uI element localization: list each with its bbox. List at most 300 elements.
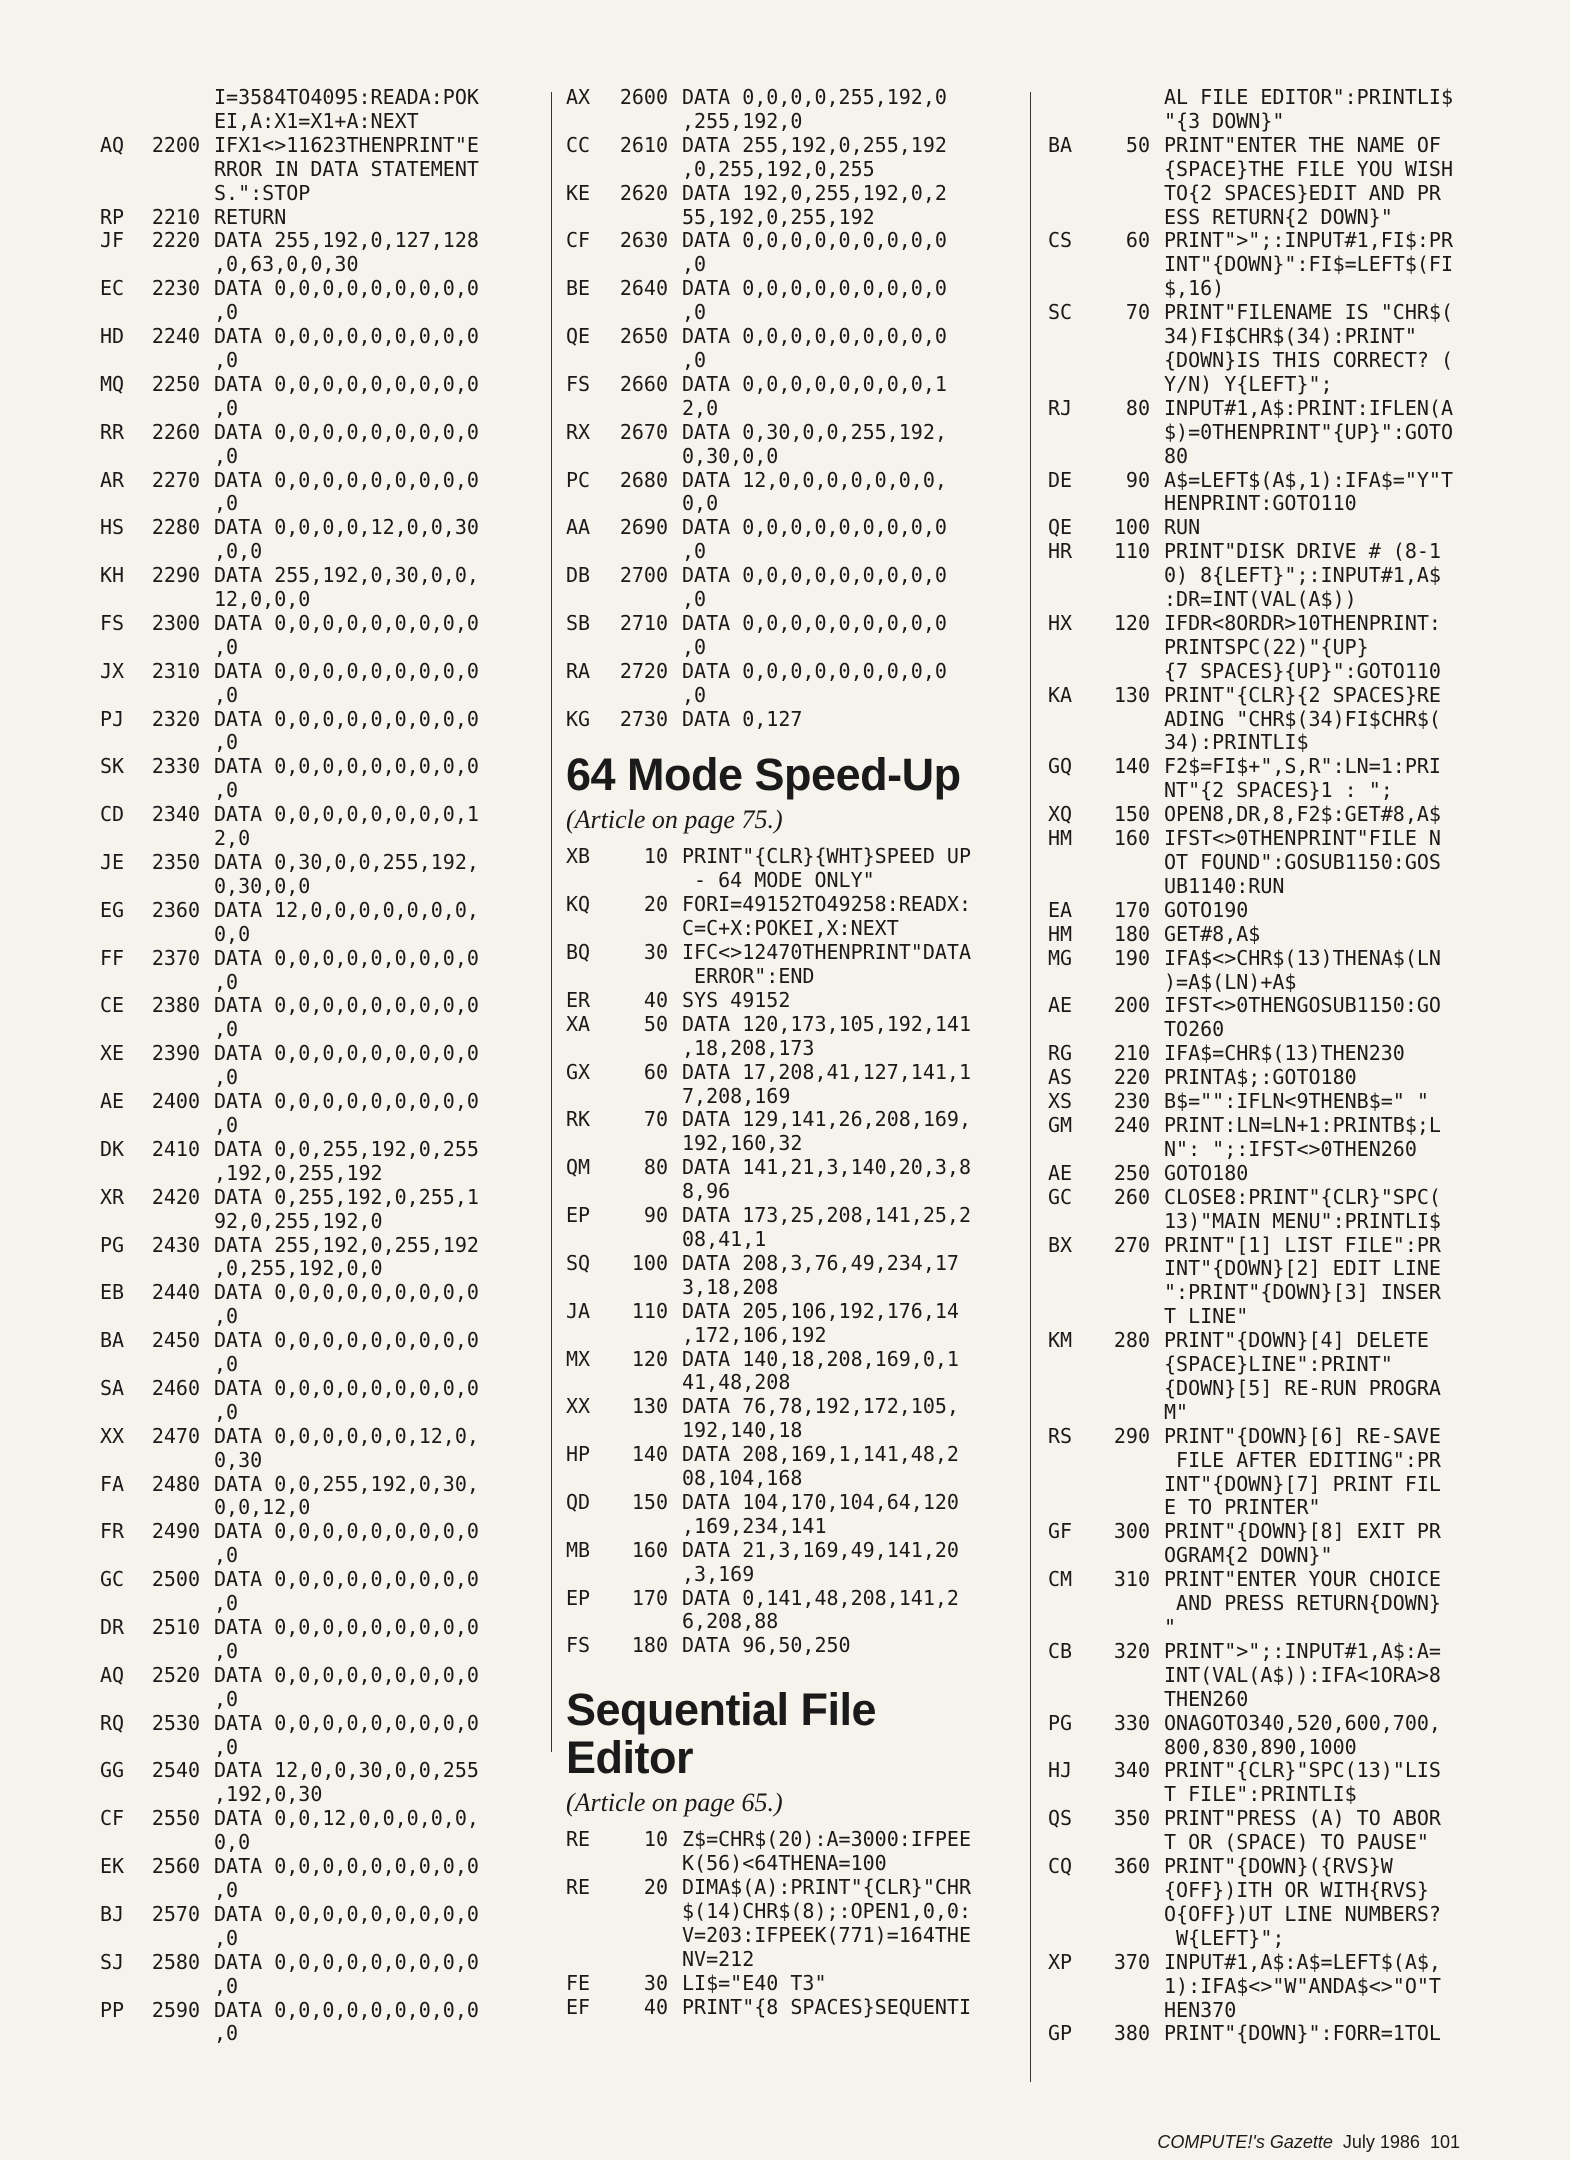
code-text: ,0 [682,252,707,277]
listing-line [1048,1664,1478,1688]
listing-line [1048,1975,1478,1999]
code-text: INPUT#1,A$:PRINT:IFLEN(A [1164,395,1453,420]
checksum-label: HM [1048,826,1073,851]
listing-line [1048,1616,1478,1640]
line-number [606,397,682,421]
checksum-label: DK [100,1136,125,1161]
checksum-label [100,1975,140,1999]
listing-line [100,2022,540,2046]
checksum-label: RK [566,1107,591,1132]
code-text: GOTO190 [1164,897,1249,922]
line-number: 2330 [151,754,200,779]
checksum-label: QM [566,1155,591,1180]
code-text: {OFF})ITH OR WITH{RVS} [1164,1877,1429,1902]
checksum-label: DB [566,563,591,588]
line-number: 2510 [151,1615,200,1639]
code-text: DATA 12,0,0,30,0,0,255 [214,1758,479,1783]
checksum-label [566,684,606,708]
line-number [606,1228,682,1252]
listing-line [100,397,540,421]
line-number [606,1515,682,1539]
checksum-label [566,965,606,989]
code-text: DATA 0,30,0,0,255,192, [682,419,947,444]
listing-line [100,110,540,134]
checksum-label [1048,588,1088,612]
listing-line [100,158,540,182]
checksum-label [100,731,140,755]
code-text: DATA 104,170,104,64,120 [682,1489,959,1514]
listing-line [100,1425,540,1449]
code-text: DATA 0,0,0,0,0,0,0,0,0 [214,754,479,779]
checksum-label [1048,1999,1088,2023]
line-number: 2250 [151,371,200,396]
checksum-label: MX [566,1346,591,1371]
checksum-label: PP [100,1997,125,2022]
listing-line [566,86,1016,110]
code-text: {7 SPACES}{UP}":GOTO110 [1164,658,1441,683]
code-text: ,0 [214,1065,239,1090]
checksum-label [1048,708,1088,732]
listing-col2-top [566,86,1016,731]
listing-line [100,755,540,779]
listing-line [1048,373,1478,397]
checksum-label: RQ [100,1710,125,1735]
code-text: OPEN8,DR,8,F2$:GET#8,A$ [1164,802,1441,827]
checksum-label [566,1948,606,1972]
checksum-label: AS [1048,1065,1073,1090]
listing-line [566,1948,1016,1972]
line-number [140,971,214,995]
line-number: 10 [643,844,668,869]
line-number [1088,1377,1164,1401]
code-text: 13)"MAIN MENU":PRINTLI$ [1164,1208,1441,1233]
line-number: 180 [631,1633,668,1658]
code-text: DATA 0,0,0,0,0,0,0,0,0 [214,467,479,492]
listing-line [100,1377,540,1401]
listing-line [1048,1496,1478,1520]
checksum-label: KA [1048,682,1073,707]
listing-line [1048,923,1478,947]
line-number: 2310 [151,658,200,683]
line-number [1088,1616,1164,1640]
listing-line [566,373,1016,397]
code-text: INT(VAL(A$)):IFA<1ORA>8 [1164,1662,1441,1687]
checksum-label [566,1324,606,1348]
code-text: ,3,169 [682,1561,755,1586]
checksum-label [100,253,140,277]
checksum-label: AQ [100,1662,125,1687]
checksum-label [1048,110,1088,134]
checksum-label: SB [566,610,591,635]
line-number: 160 [1113,826,1150,851]
code-text: V=203:IFPEEK(771)=164THE [682,1922,971,1947]
checksum-label [100,1688,140,1712]
code-text: PRINT"{DOWN}[4] DELETE [1164,1328,1429,1353]
checksum-label [100,540,140,564]
listing-line [566,1348,1016,1372]
code-text: 0,0 [682,491,719,516]
page-footer [1157,2132,1460,2153]
listing-line [566,1563,1016,1587]
code-text: ,0,255,192,0,0 [214,1256,383,1281]
listing-line [566,182,1016,206]
code-text: PRINT"{CLR}{WHT}SPEED UP [682,844,971,869]
code-text: DATA 0,0,0,0,255,192,0 [682,85,947,109]
listing-line [1048,947,1478,971]
listing-line [100,1568,540,1592]
listing-line [100,1640,540,1664]
line-number [606,1419,682,1443]
listing-line [1048,851,1478,875]
checksum-label [566,1467,606,1491]
listing-line [1048,875,1478,899]
line-number [1088,1783,1164,1807]
line-number: 180 [1113,921,1150,946]
column-3 [1048,86,1478,2046]
line-number: 2590 [151,1997,200,2022]
listing-line [1048,1712,1478,1736]
checksum-label [100,827,140,851]
listing-line [100,206,540,230]
checksum-label [566,1419,606,1443]
listing-line [1048,1090,1478,1114]
code-text: PRINT"DISK DRIVE # (8-1 [1164,539,1441,564]
code-text: 0,30,0,0 [682,443,779,468]
line-number [606,1852,682,1876]
listing-line [100,1616,540,1640]
line-number [1088,1664,1164,1688]
checksum-label [100,1401,140,1425]
line-number [606,1924,682,1948]
line-number [1088,182,1164,206]
line-number: 140 [1113,754,1150,779]
line-number [1088,1831,1164,1855]
line-number: 200 [1113,993,1150,1018]
line-number: 300 [1113,1519,1150,1544]
listing-line [100,1975,540,1999]
line-number [606,445,682,469]
line-number [606,917,682,941]
continued-listing [100,86,540,110]
listing-line [100,684,540,708]
code-text: 0,30 [214,1447,263,1472]
line-number: 10 [643,1827,668,1852]
checksum-label [566,540,606,564]
listing-line [100,923,540,947]
line-number [1088,86,1164,110]
line-number [140,731,214,755]
listing-line [566,1419,1016,1443]
listing-line [566,1634,1016,1658]
listing-line [1048,779,1478,803]
code-text: DATA 0,0,0,0,0,0,0,0,0 [682,276,947,301]
line-number [606,1132,682,1156]
code-text: DATA 0,30,0,0,255,192, [214,850,479,874]
listing-line [566,349,1016,373]
line-number: 120 [1113,610,1150,635]
checksum-label: EC [100,276,125,301]
listing-line [566,1037,1016,1061]
line-number: 2280 [151,515,200,540]
code-text: " [1164,1615,1177,1639]
code-text: EI,A:X1=X1+A:NEXT [214,108,419,133]
listing-line [566,1371,1016,1395]
code-text: 2,0 [682,395,719,420]
listing-line [100,660,540,684]
code-text: ,0 [214,300,239,325]
line-number: 50 [643,1011,668,1036]
code-text: DATA 17,208,41,127,141,1 [682,1059,971,1084]
listing-line [566,845,1016,869]
line-number [1088,277,1164,301]
line-number: 30 [643,1970,668,1995]
line-number: 50 [1125,132,1150,157]
listing-line [566,1252,1016,1276]
listing-line [100,253,540,277]
line-number: 40 [643,987,668,1012]
checksum-label: BQ [566,940,591,965]
checksum-label: FF [100,945,125,970]
checksum-label [100,1592,140,1616]
checksum-label [1048,1377,1088,1401]
listing-line [566,1996,1016,2020]
line-number [606,1563,682,1587]
line-number [1088,206,1164,230]
listing-line [566,1204,1016,1228]
listing-file-editor [566,1828,1016,2019]
line-number [1088,1927,1164,1951]
listing-line [1048,1807,1478,1831]
checksum-label [100,1162,140,1186]
checksum-label [100,1927,140,1951]
checksum-label [100,636,140,660]
listing-line [1048,1951,1478,1975]
checksum-label: GC [1048,1184,1073,1209]
line-number: 2580 [151,1949,200,1974]
code-text: PRINT"ENTER THE NAME OF [1164,132,1441,157]
code-text: DATA 0,0,0,0,0,0,0,0,0 [214,1710,479,1735]
checksum-label [1048,1138,1088,1162]
line-number [1088,588,1164,612]
listing-line [100,708,540,732]
code-text: DATA 0,0,0,0,0,0,0,0,0 [214,658,479,683]
code-text: F2$=FI$+",S,R":LN=1:PRI [1164,754,1441,779]
line-number [140,1544,214,1568]
listing-line [100,373,540,397]
line-number [606,1948,682,1972]
line-number [140,1353,214,1377]
checksum-label [1048,779,1088,803]
line-number [1088,1544,1164,1568]
checksum-label: CM [1048,1567,1073,1592]
listing-line [1048,134,1478,158]
checksum-label: CC [566,132,591,157]
checksum-label [566,1924,606,1948]
line-number [140,1975,214,1999]
listing-line [1048,1186,1478,1210]
checksum-label: CS [1048,228,1073,253]
code-text: DATA 208,3,76,49,234,17 [682,1250,959,1275]
listing-line [566,564,1016,588]
line-number: 2530 [151,1710,200,1735]
code-text: ,0 [214,1017,239,1042]
line-number [140,158,214,182]
line-number [606,492,682,516]
listing-line [1048,1449,1478,1473]
listing-line: I=3584TO4095:READA:POK [214,85,479,109]
checksum-label [566,492,606,516]
checksum-label: RG [1048,1041,1073,1066]
line-number: 340 [1113,1758,1150,1783]
line-number: 310 [1113,1567,1150,1592]
code-text: {SPACE}LINE":PRINT" [1164,1352,1393,1377]
checksum-label [100,684,140,708]
checksum-label [100,779,140,803]
code-text: ,0 [214,1877,239,1902]
line-number: 380 [1113,2021,1150,2046]
listing-line [1048,636,1478,660]
listing-line [566,445,1016,469]
listing-line [1048,1783,1478,1807]
listing-line [1048,158,1478,182]
listing-line [100,1186,540,1210]
line-number: 40 [643,1994,668,2019]
checksum-label: KM [1048,1328,1073,1353]
line-number: 290 [1113,1423,1150,1448]
line-number: 2380 [151,993,200,1018]
checksum-label [566,1852,606,1876]
checksum-label: EA [1048,897,1073,922]
code-text: DATA 0,0,12,0,0,0,0,0, [214,1806,479,1831]
listing-line [1048,1234,1478,1258]
line-number [140,492,214,516]
line-number: 160 [631,1537,668,1562]
code-text: SYS 49152 [682,987,791,1012]
line-number [140,1162,214,1186]
line-number [140,1449,214,1473]
checksum-label: PG [100,1232,125,1257]
checksum-label: SQ [566,1250,591,1275]
code-text: W{LEFT}"; [1164,1925,1285,1950]
line-number: 70 [1125,300,1150,325]
checksum-label: AE [1048,993,1073,1018]
line-number [140,1305,214,1329]
code-text: DATA 0,127 [682,706,803,731]
line-number [140,182,214,206]
code-text: DATA 192,0,255,192,0,2 [682,180,947,205]
code-text: PRINT"{DOWN}[6] RE-SAVE [1164,1423,1441,1448]
checksum-label [1048,182,1088,206]
line-number: 2670 [619,419,668,444]
checksum-label: CF [566,228,591,253]
listing-line [100,1305,540,1329]
checksum-label [1048,206,1088,230]
code-text: PRINT"{DOWN}":FORR=1TOL [1164,2021,1441,2046]
code-text: IFST<>0THENGOSUB1150:GO [1164,993,1441,1018]
line-number: 90 [1125,467,1150,492]
code-text: B$="":IFLN<9THENB$=" " [1164,1089,1429,1114]
line-number [606,869,682,893]
code-text: DATA 0,255,192,0,255,1 [214,1184,479,1209]
article-heading-speed-up: 64 Mode Speed-Up [566,749,961,801]
checksum-label: SC [1048,300,1073,325]
checksum-label [566,1371,606,1395]
listing-line [100,1114,540,1138]
line-number: 320 [1113,1638,1150,1663]
checksum-label: SJ [100,1949,125,1974]
checksum-label [1048,1257,1088,1281]
line-number: 2430 [151,1232,200,1257]
checksum-label: BE [566,276,591,301]
checksum-label [566,397,606,421]
line-number [1088,1281,1164,1305]
code-text: DATA 96,50,250 [682,1633,851,1658]
code-text: DATA 0,0,0,0,0,0,0,0,0 [214,1854,479,1879]
code-text: LI$="E40 T3" [682,1970,827,1995]
listing-line [100,134,540,158]
listing-line [566,1900,1016,1924]
code-text: Y/N) Y{LEFT}"; [1164,371,1333,396]
line-number: 150 [1113,802,1150,827]
listing-line [100,731,540,755]
line-number [140,923,214,947]
checksum-label [1048,1616,1088,1640]
code-text: DATA 0,0,0,0,0,0,0,0,0 [214,1997,479,2022]
listing-line [1048,612,1478,636]
checksum-label: DE [1048,467,1073,492]
listing-line [1048,1759,1478,1783]
checksum-label [100,445,140,469]
code-text: {DOWN}[5] RE-RUN PROGRA [1164,1375,1441,1400]
checksum-label: QD [566,1489,591,1514]
line-number: 2400 [151,1089,200,1114]
checksum-label [1048,851,1088,875]
code-text: $,16) [1164,276,1225,301]
listing-line [1048,1162,1478,1186]
checksum-label: PC [566,467,591,492]
checksum-label: GX [566,1059,591,1084]
line-number: 2440 [151,1280,200,1305]
code-text: IFX1<>11623THENPRINT"E [214,132,479,157]
checksum-label [566,158,606,182]
line-number [1088,158,1164,182]
code-text: PRINT"ENTER YOUR CHOICE [1164,1567,1441,1592]
listing-line [566,229,1016,253]
code-text: ,0,255,192,0,255 [682,156,875,181]
line-number [1088,1018,1164,1042]
checksum-label [1048,1927,1088,1951]
checksum-label [100,1210,140,1234]
listing-line [1048,540,1478,564]
line-number [140,1927,214,1951]
code-text: DATA 0,0,0,0,0,0,0,0,0 [214,1567,479,1592]
code-text: HEN370 [1164,1997,1237,2022]
checksum-label [1048,1736,1088,1760]
checksum-label: AQ [100,132,125,157]
listing-line [566,301,1016,325]
column-1 [100,86,540,2046]
code-text: ,169,234,141 [682,1513,827,1538]
line-number: 20 [643,892,668,917]
code-text: $)=0THENPRINT"{UP}":GOTO [1164,419,1453,444]
checksum-label [1048,86,1088,110]
listing-line [1048,1855,1478,1879]
checksum-label: HD [100,324,125,349]
code-text: ,0 [682,682,707,707]
line-number: 2650 [619,324,668,349]
code-text: DATA 208,169,1,141,48,2 [682,1442,959,1467]
checksum-label: HJ [1048,1758,1073,1783]
